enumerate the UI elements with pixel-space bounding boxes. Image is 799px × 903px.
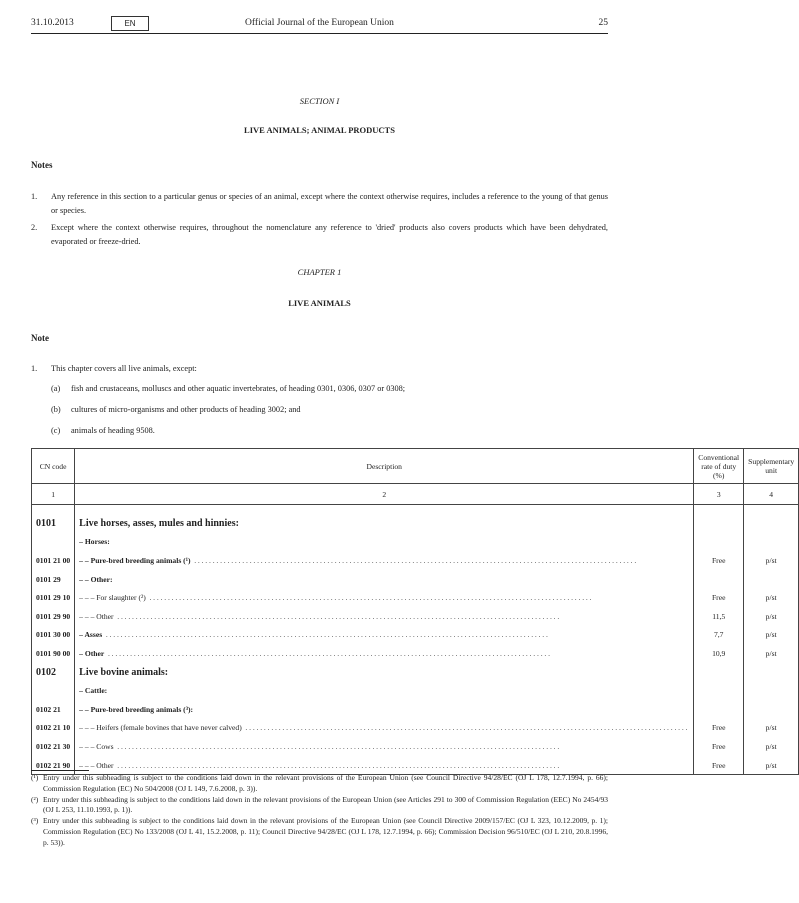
footnote-mark: (²) xyxy=(31,794,39,804)
duty-rate-cell xyxy=(694,700,744,719)
leader-dots: ........................................................................................................................ xyxy=(102,630,550,640)
header-rule xyxy=(31,33,608,34)
leader-dots: ........................................................................................................................ xyxy=(113,611,562,621)
supplementary-unit-cell: p/st xyxy=(744,756,799,775)
footnote-rule xyxy=(31,770,89,771)
table-row xyxy=(32,644,799,663)
supplementary-unit-cell xyxy=(744,681,799,700)
cn-code-cell xyxy=(32,533,75,552)
exception-label: (a) xyxy=(51,384,61,393)
description-text: – – – For slaughter (²) xyxy=(79,593,146,603)
description-text: Live bovine animals: xyxy=(79,666,169,678)
description-cell xyxy=(75,663,694,682)
table-row xyxy=(32,663,799,682)
description-cell xyxy=(75,719,694,738)
duty-rate-cell xyxy=(694,570,744,589)
description-cell xyxy=(75,607,694,626)
leader-dots: ........................................................................................................................ xyxy=(104,648,552,658)
leader-dots: ........................................................................................................................ xyxy=(241,723,690,733)
leader-dots: ........................................................................................................................ xyxy=(113,741,562,751)
spacer-cell xyxy=(744,505,799,515)
supplementary-unit-cell: p/st xyxy=(744,626,799,645)
cn-code-cell: 0102 21 90 xyxy=(32,756,75,775)
description-text: Live horses, asses, mules and hinnies: xyxy=(79,517,239,529)
leader-dots: ........................................................................................................................ xyxy=(190,555,639,565)
table-row xyxy=(32,737,799,756)
duty-rate-cell xyxy=(694,663,744,682)
table-row xyxy=(32,607,799,626)
exception-text: fish and crustaceans, molluscs and other aquatic invertebrates, of heading 0301, 0306, 0307 or 0308; xyxy=(71,384,406,393)
description-text: – Other xyxy=(79,648,105,658)
duty-rate-cell: Free xyxy=(694,756,744,775)
exception-text: cultures of micro-organisms and other products of heading 3002; and xyxy=(71,405,301,414)
cn-code-cell: 0101 29 10 xyxy=(32,588,75,607)
table-row xyxy=(32,551,799,570)
description-cell xyxy=(75,737,694,756)
page-number: 25 xyxy=(598,18,608,28)
description-text: – – Pure-bred breeding animals (³): xyxy=(79,704,194,714)
table-row xyxy=(32,588,799,607)
supplementary-unit-cell xyxy=(744,514,799,533)
table-row xyxy=(32,626,799,645)
duty-rate-cell xyxy=(694,533,744,552)
spacer-cell xyxy=(32,505,75,515)
spacer-cell xyxy=(75,505,694,515)
description-text: – – Other: xyxy=(79,574,113,584)
table-row xyxy=(32,533,799,552)
cn-code-cell: 0101 30 00 xyxy=(32,626,75,645)
note-text: Except where the context otherwise requires, throughout the nomenclature any reference to 'dried' products also covers products which have been dehydrated, evaporated or freeze-dried. xyxy=(51,223,608,246)
description-cell xyxy=(75,533,694,552)
note-text: Any reference in this section to a particular genus or species of an animal, except where the context otherwise requires, includes a reference to the young of that genus or species. xyxy=(51,192,608,215)
table-column-number-row xyxy=(32,484,799,505)
description-cell xyxy=(75,681,694,700)
duty-rate-cell: Free xyxy=(694,551,744,570)
cn-code-cell: 0102 21 10 xyxy=(32,719,75,738)
description-text: – – – Other xyxy=(79,760,114,770)
chapter-note-item xyxy=(31,362,608,376)
description-text: – Asses xyxy=(79,630,103,640)
col-header-duty: Conventional rate of duty (%) xyxy=(694,449,744,484)
cn-tariff-table xyxy=(31,448,799,775)
supplementary-unit-cell: p/st xyxy=(744,737,799,756)
supplementary-unit-cell: p/st xyxy=(744,551,799,570)
note-number: 1. xyxy=(31,364,38,373)
supplementary-unit-cell: p/st xyxy=(744,644,799,663)
footnote-3 xyxy=(31,816,608,848)
col-header-cn-code: CN code xyxy=(32,449,75,484)
supplementary-unit-cell: p/st xyxy=(744,607,799,626)
duty-rate-cell xyxy=(694,514,744,533)
notes-heading: Notes xyxy=(31,160,53,170)
chapter-note-heading: Note xyxy=(31,333,49,343)
footnote-1 xyxy=(31,773,608,795)
footnote-2 xyxy=(31,795,608,817)
col-header-supplementary-unit: Supplementary unit xyxy=(744,449,799,484)
chapter-label: CHAPTER 1 xyxy=(297,267,342,277)
description-cell xyxy=(75,700,694,719)
cn-code-cell: 0101 90 00 xyxy=(32,644,75,663)
col-header-description: Description xyxy=(75,449,694,484)
exception-c xyxy=(51,426,155,435)
cn-code-cell: 0101 21 00 xyxy=(32,551,75,570)
table-row xyxy=(32,700,799,719)
duty-rate-cell: Free xyxy=(694,719,744,738)
description-cell xyxy=(75,588,694,607)
note-number: 2. xyxy=(31,223,38,232)
exception-a xyxy=(51,384,405,393)
duty-rate-cell: 11,5 xyxy=(694,607,744,626)
description-text: – Cattle: xyxy=(79,686,108,696)
footnotes xyxy=(31,773,608,849)
footnote-text: Entry under this subheading is subject to the conditions laid down in the relevant provisions of the European Union (see Council Directive 94/28/EC (OJ L 178, 12.7.1994, p. 66); Commission Regulation (EC) No 504/2008 (OJ L 149, 7.6.2008, p. 3)). xyxy=(43,773,608,793)
supplementary-unit-cell xyxy=(744,700,799,719)
note-item-1 xyxy=(31,190,608,218)
footnote-text: Entry under this subheading is subject to the conditions laid down in the relevant provisions of the European Union (see Council Directive 2009/157/EC (OJ L 323, 10.12.2009, p. 1); Commission Regulation (EC) No 133/2008 (OJ L 41, 15.2.2008, p. 11); Council Directive 94/28/EC (OJ L 178, 12.7.1994, p. 66); Commission Decision 96/510/EC (OJ L 210, 20.8.1996, p. 53)). xyxy=(43,816,608,847)
description-cell xyxy=(75,514,694,533)
footnote-mark: (³) xyxy=(31,816,39,826)
table-row xyxy=(32,570,799,589)
footnote-mark: (¹) xyxy=(31,773,39,782)
exception-b xyxy=(51,405,301,414)
journal-title: Official Journal of the European Union xyxy=(245,18,394,28)
language-badge: EN xyxy=(111,16,149,31)
note-number: 1. xyxy=(31,192,38,201)
spacer-cell xyxy=(694,505,744,515)
supplementary-unit-cell: p/st xyxy=(744,719,799,738)
table-row xyxy=(32,514,799,533)
duty-rate-cell: 10,9 xyxy=(694,644,744,663)
table-row xyxy=(32,719,799,738)
description-cell xyxy=(75,644,694,663)
col-number: 1 xyxy=(32,484,75,505)
leader-dots: ........................................................................................................................ xyxy=(145,593,594,603)
cn-code-cell: 0102 21 xyxy=(32,700,75,719)
description-cell xyxy=(75,756,694,775)
table-header-row xyxy=(32,449,799,484)
col-number: 3 xyxy=(694,484,744,505)
supplementary-unit-cell xyxy=(744,663,799,682)
note-text: This chapter covers all live animals, except: xyxy=(51,364,197,373)
footnote-text: Entry under this subheading is subject to the conditions laid down in the relevant provisions of the European Union (see Articles 291 to 300 of Commission Regulation (EEC) No 2454/93 (OJ L 253, 11.10.1993, p. 1)). xyxy=(43,794,608,815)
exception-label: (b) xyxy=(51,405,61,414)
duty-rate-cell: Free xyxy=(694,737,744,756)
supplementary-unit-cell xyxy=(744,570,799,589)
cn-code-cell xyxy=(32,681,75,700)
table-row xyxy=(32,681,799,700)
description-cell xyxy=(75,570,694,589)
supplementary-unit-cell: p/st xyxy=(744,588,799,607)
description-cell xyxy=(75,626,694,645)
col-number: 4 xyxy=(744,484,799,505)
duty-rate-cell xyxy=(694,681,744,700)
cn-code-cell: 0101 xyxy=(32,514,75,533)
description-text: – – Pure-bred breeding animals (¹) xyxy=(79,555,191,565)
supplementary-unit-cell xyxy=(744,533,799,552)
cn-code-cell: 0102 xyxy=(32,663,75,682)
description-text: – – – Cows xyxy=(79,741,114,751)
exception-text: animals of heading 9508. xyxy=(71,426,155,435)
chapter-title: LIVE ANIMALS xyxy=(288,298,351,308)
description-text: – – – Heifers (female bovines that have never calved) xyxy=(79,723,242,733)
cn-code-cell: 0101 29 xyxy=(32,570,75,589)
cn-code-cell: 0102 21 30 xyxy=(32,737,75,756)
exception-label: (c) xyxy=(51,426,61,435)
leader-dots: ........................................................................................................................ xyxy=(113,760,562,770)
cn-code-cell: 0101 29 90 xyxy=(32,607,75,626)
description-text: – Horses: xyxy=(79,537,110,547)
description-cell xyxy=(75,551,694,570)
table-body xyxy=(32,505,799,775)
duty-rate-cell: 7,7 xyxy=(694,626,744,645)
page-header xyxy=(31,18,608,34)
section-label: SECTION I xyxy=(299,96,340,106)
table-spacer-row xyxy=(32,505,799,515)
duty-rate-cell: Free xyxy=(694,588,744,607)
table-row xyxy=(32,756,799,775)
publication-date: 31.10.2013 xyxy=(31,18,74,28)
section-title: LIVE ANIMALS; ANIMAL PRODUCTS xyxy=(244,125,395,135)
note-item-2 xyxy=(31,221,608,249)
description-text: – – – Other xyxy=(79,611,114,621)
col-number: 2 xyxy=(75,484,694,505)
